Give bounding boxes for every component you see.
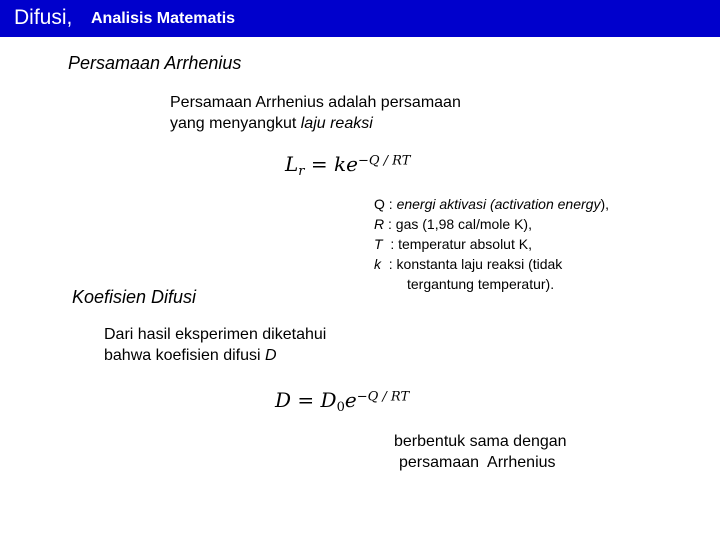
koefisien-description xyxy=(104,324,326,366)
formula-lhs-subscript: r xyxy=(298,164,305,180)
title-bar xyxy=(0,0,720,37)
legend-t-description: : temperatur absolut K, xyxy=(382,236,532,252)
legend-q-close: ), xyxy=(600,196,610,212)
legend-r xyxy=(374,214,609,234)
koefisien-heading: Koefisien Difusi xyxy=(72,287,197,307)
koefisien-line-2-text: bahwa koefisien difusi xyxy=(104,347,265,364)
legend-q-description: energi aktivasi (activation energy xyxy=(396,196,601,212)
koefisien-line-2 xyxy=(104,345,326,366)
diffusion-formula xyxy=(275,388,409,415)
formula-equals: = xyxy=(304,152,334,176)
note-line-1: berbentuk sama dengan xyxy=(394,433,567,450)
diffusion-formula-base: D xyxy=(320,388,337,412)
arrhenius-description xyxy=(170,92,461,134)
formula-base: ke xyxy=(333,152,358,176)
diffusion-formula-equals: = xyxy=(291,388,321,412)
legend-r-symbol: R xyxy=(374,216,385,232)
legend-q xyxy=(374,194,609,214)
diffusion-formula-base-subscript: 0 xyxy=(336,400,345,416)
legend-k-continuation: tergantung temperatur). xyxy=(407,276,555,292)
comparison-note xyxy=(394,431,567,473)
legend-t-symbol: T xyxy=(374,236,383,252)
koefisien-line-1: Dari hasil eksperimen diketahui xyxy=(104,326,327,343)
legend-k-description: : konstanta laju reaksi (tidak xyxy=(381,256,563,272)
diffusion-formula-exponent: −Q / RT xyxy=(356,389,410,405)
diffusion-formula-e: e xyxy=(344,388,357,412)
arrhenius-line-2 xyxy=(170,113,461,134)
arrhenius-heading: Persamaan Arrhenius xyxy=(68,53,242,73)
legend-t xyxy=(374,234,609,254)
variable-legend xyxy=(374,194,609,294)
legend-r-description: : gas (1,98 cal/mole K), xyxy=(384,216,532,232)
arrhenius-line-2-emphasis: laju reaksi xyxy=(300,115,373,132)
legend-q-separator: : xyxy=(384,196,397,212)
legend-k-symbol: k xyxy=(374,256,381,272)
koefisien-line-2-emphasis: D xyxy=(264,347,277,364)
title-subtitle: Analisis Matematis xyxy=(91,10,236,27)
arrhenius-formula xyxy=(285,152,410,179)
formula-lhs: L xyxy=(285,152,299,176)
arrhenius-line-1: Persamaan Arrhenius adalah persamaan xyxy=(170,94,461,111)
title-main: Difusi, xyxy=(14,6,73,29)
legend-q-symbol: Q xyxy=(374,196,385,212)
arrhenius-line-2-text: yang menyangkut xyxy=(170,115,301,132)
formula-exponent: −Q / RT xyxy=(357,153,411,169)
diffusion-formula-lhs: D xyxy=(275,388,292,412)
legend-k xyxy=(374,254,609,274)
note-line-2: persamaan Arrhenius xyxy=(399,454,556,471)
